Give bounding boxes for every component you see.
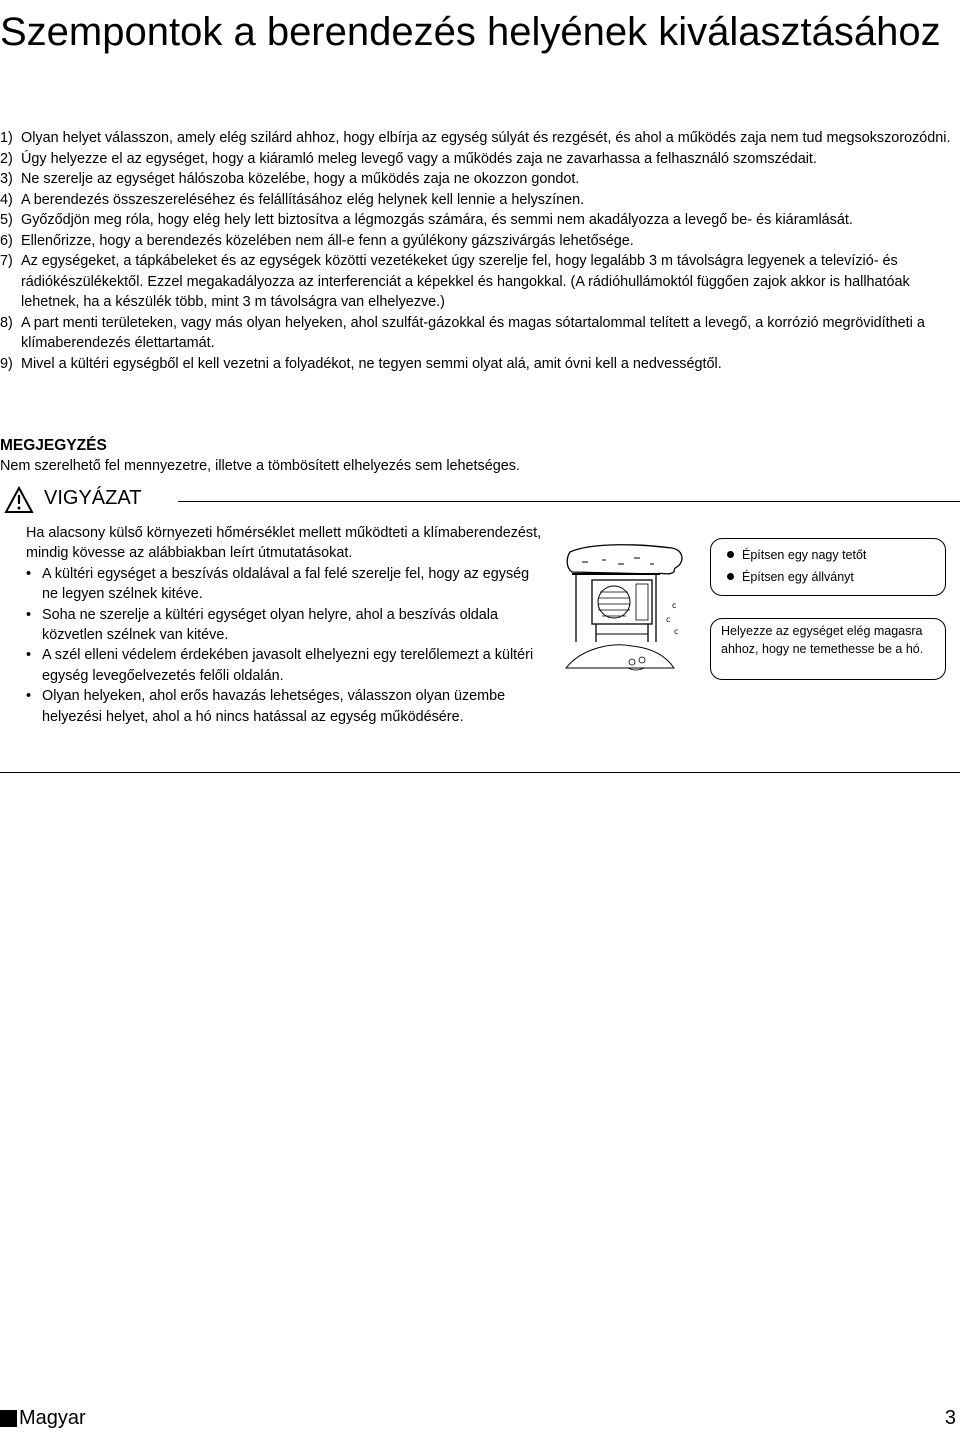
list-item	[0, 313, 955, 354]
list-item	[26, 645, 546, 686]
item-number: 4)	[0, 191, 13, 208]
caution-divider	[178, 501, 960, 502]
item-text: A berendezés összeszereléséhez és felállításához elég helynek kell lennie a helyszínen.	[21, 191, 585, 208]
svg-text:c: c	[674, 627, 679, 636]
item-number: 6)	[0, 232, 13, 249]
item-number: 3)	[0, 171, 13, 187]
list-item	[0, 169, 955, 190]
item-text: A part menti területeken, vagy más olyan helyeken, ahol szulfát-gázokkal és magas sótartalommal telített a levegő, a korrózió megrövidítheti a klímaberendezés élettartamát.	[21, 314, 925, 351]
item-text: Ne szerelje az egységet hálószoba közelébe, hogy a működés zaja ne okozzon gondot.	[21, 171, 580, 187]
page-number: 3	[944, 1407, 956, 1429]
note-text: Nem szerelhető fel mennyezetre, illetve a tömbösített elhelyezés sem lehetséges.	[0, 458, 520, 474]
item-number: 5)	[0, 212, 13, 228]
caution-header	[0, 484, 960, 518]
bullet-icon	[727, 573, 734, 580]
bullet-icon: •	[26, 688, 32, 705]
language-label: Magyar	[19, 1407, 86, 1429]
requirements-list	[0, 128, 955, 374]
item-text: Ellenőrizze, hogy a berendezés közelében nem áll-e fenn a gyúlékony gázszivárgás lehetősége.	[21, 232, 634, 249]
callout-height: Helyezze az egységet elég magasra ahhoz, hogy ne temethesse be a hó.	[710, 618, 946, 680]
list-item	[26, 564, 546, 605]
svg-text:c: c	[672, 601, 677, 610]
list-item	[26, 605, 546, 646]
item-number: 9)	[0, 355, 13, 372]
bullet-icon: •	[26, 565, 32, 582]
square-icon	[0, 1410, 17, 1427]
bullet-icon: •	[26, 647, 32, 664]
svg-text:c: c	[666, 615, 671, 624]
caution-heading: VIGYÁZAT	[44, 487, 142, 509]
item-number: 8)	[0, 314, 13, 331]
note-heading: MEGJEGYZÉS	[0, 437, 107, 454]
list-item	[26, 686, 546, 727]
snow-protection-illustration	[562, 538, 712, 678]
callout-line: Építsen egy nagy tetőt	[727, 544, 945, 566]
bullet-text: A kültéri egységet a beszívás oldalával a fal felé szerelje fel, hogy az egység ne legyen szélnek kitéve.	[42, 565, 530, 603]
bullet-text: Olyan helyeken, ahol erős havazás lehetséges, válasszon olyan üzembe helyezési helyet, ahol a hó nincs hatással az egység működésére.	[42, 688, 506, 725]
warning-triangle-icon	[4, 486, 34, 514]
item-number: 1)	[0, 130, 13, 146]
section-divider	[0, 772, 960, 773]
item-number: 2)	[0, 150, 13, 167]
callout-roof-stand	[710, 538, 946, 596]
list-item	[0, 251, 955, 313]
list-item	[0, 231, 955, 252]
bullet-icon	[727, 551, 734, 558]
caution-bullets	[26, 564, 546, 727]
item-text: Olyan helyet válasszon, amely elég szilárd ahhoz, hogy elbírja az egység súlyát és rezgését, és ahol a működés zaja nem tud megsokszorozódni.	[21, 130, 951, 146]
caution-intro: Ha alacsony külső környezeti hőmérséklet mellett működteti a klímaberendezést, mindig kövesse az alábbiakban leírt útmutatásokat.	[26, 525, 542, 562]
list-item	[0, 149, 955, 170]
list-item	[0, 354, 955, 375]
item-number: 7)	[0, 253, 13, 269]
caution-body	[26, 523, 546, 727]
item-text: Győződjön meg róla, hogy elég hely lett biztosítva a légmozgás számára, és semmi nem akadályozza a levegő be- és kiáramlását.	[21, 212, 853, 228]
page-title: Szempontok a berendezés helyének kiválasztásához	[0, 10, 941, 54]
callout-line: Építsen egy állványt	[727, 566, 945, 588]
list-item	[0, 210, 955, 231]
footer-language	[0, 1407, 86, 1430]
bullet-text: Soha ne szerelje a kültéri egységet olyan helyre, ahol a beszívás oldala közvetlen szélnek van kitéve.	[42, 606, 498, 644]
list-item	[0, 190, 955, 211]
item-text: Mivel a kültéri egységből el kell vezetni a folyadékot, ne tegyen semmi olyat alá, amit óvni kell a nedvességtől.	[21, 355, 722, 372]
item-text: Az egységeket, a tápkábeleket és az egységek közötti vezetékeket úgy szerelje fel, hogy legalább 3 m távolságra legyenek a televízió- és rádiókészülékektől. Ezzel megakadályozza az interferenciát a képekkel és hangokkal. (A rádióhullámoktól függően zajok akkor is hallhatóak lehetnek, ha a készülék több, mint 3 m távolságra van elhelyezve.)	[21, 253, 910, 310]
list-item	[0, 128, 955, 149]
bullet-text: A szél elleni védelem érdekében javasolt elhelyezni egy terelőlemezt a kültéri egység levegőelvezetés felőli oldalán.	[42, 647, 534, 684]
bullet-icon: •	[26, 606, 32, 623]
item-text: Úgy helyezze el az egységet, hogy a kiáramló meleg levegő vagy a működés zaja ne zavarhassa a felhasználó szomszédait.	[21, 150, 817, 167]
